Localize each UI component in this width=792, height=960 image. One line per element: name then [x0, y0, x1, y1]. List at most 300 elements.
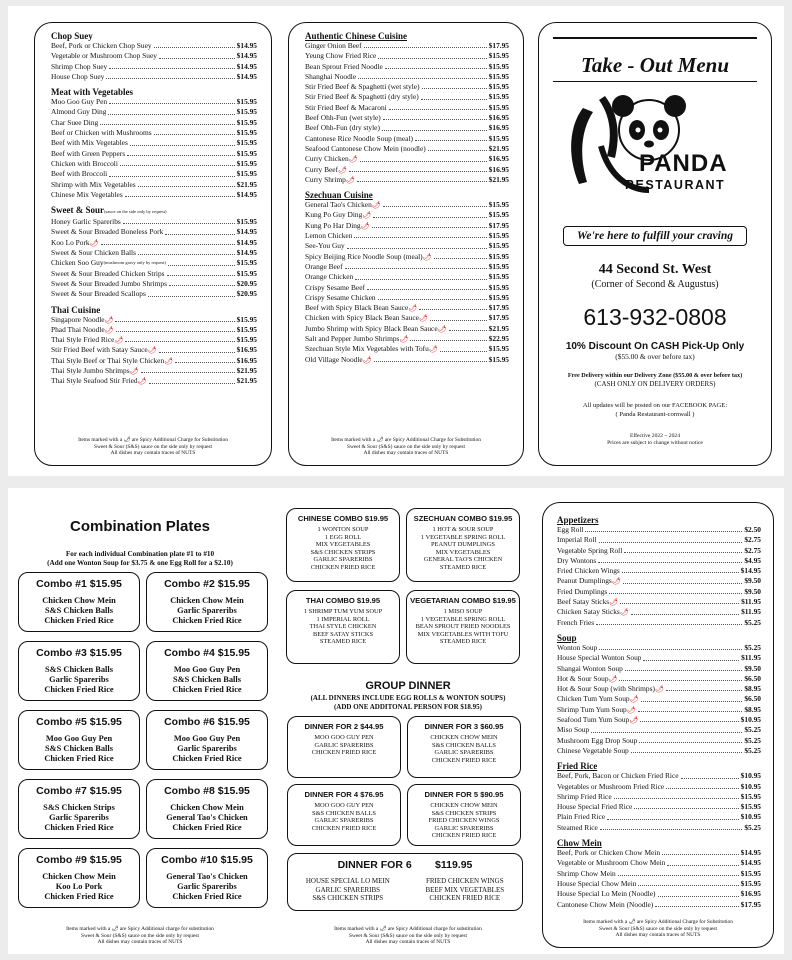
combo-box: [146, 572, 268, 632]
menu-item: [557, 705, 761, 715]
combo-label: Combo #7 $15.95: [36, 785, 122, 797]
menu-item-name: Koo Lo Pork: [51, 237, 90, 247]
menu-item-name: Sweet & Sour Breaded Jumbo Shrimps: [51, 278, 167, 288]
leader-dots: [598, 556, 742, 563]
menu-item: [51, 159, 257, 169]
leader-dots: [623, 576, 743, 583]
set-combo-box: [406, 508, 520, 582]
menu-item-name: Char Suee Ding: [51, 117, 99, 127]
menu-item: [557, 771, 761, 781]
leader-dots: [662, 848, 739, 855]
menu-item: [557, 736, 761, 746]
leader-dots: [599, 535, 743, 542]
leader-dots: [389, 103, 487, 110]
menu-item: [51, 107, 257, 117]
chili-icon: 🌶: [129, 367, 139, 376]
menu-item: [305, 344, 509, 354]
leader-dots: [614, 792, 739, 799]
menu-item-price: $22.95: [488, 334, 509, 344]
menu-item: [557, 823, 761, 833]
discount-headline: 10% Discount On CASH Pick-Up Only: [565, 341, 745, 352]
leader-dots: [109, 97, 235, 104]
leader-dots: [639, 736, 742, 743]
menu-item-name: Salt and Pepper Jumbo Shrimps: [305, 334, 400, 344]
section-title: Sweet & Sour(sauce on the side only by request): [51, 205, 167, 216]
menu-item-name: Beef Satay Sticks: [557, 597, 610, 607]
leader-dots: [620, 597, 739, 604]
leader-dots: [367, 283, 487, 290]
leader-dots: [440, 344, 487, 351]
leader-dots: [378, 293, 487, 300]
menu-item: [51, 269, 257, 279]
group-dinner-dish: S&S CHICKEN STRIPS: [431, 809, 497, 817]
leader-dots: [655, 900, 738, 907]
combo-box: [18, 572, 140, 632]
menu-item-price: $15.95: [236, 258, 257, 268]
effective-date: Effective 2022 ~ 2024: [630, 433, 680, 439]
cover-panel: [538, 22, 772, 466]
menu-item-name: Shanghai Noodle: [305, 71, 357, 81]
group-dinner-dish: GARLIC SPARERIBS: [314, 817, 374, 825]
menu-item-name: Peanut Dumplings: [557, 576, 612, 586]
menu-title: Take - Out Menu: [581, 52, 729, 77]
group-dinner-box: [287, 716, 401, 778]
leader-dots: [666, 782, 739, 789]
menu-item-price: $14.95: [236, 61, 257, 71]
group-note-line: (ADD ONE ADDITONAL PERSON FOR $18.95): [333, 702, 483, 711]
set-combo-dish: 1 EGG ROLL: [324, 533, 362, 541]
menu-item-price: $16.95: [488, 164, 509, 174]
group-dinner-dish: GARLIC SPARERIBS: [434, 749, 494, 757]
combo-dish: Moo Goo Guy Pen: [45, 734, 113, 743]
menu-item-name: Beef or Chicken with Mushrooms: [51, 128, 152, 138]
menu-item-price: $5.25: [744, 745, 761, 755]
menu-page-bottom: [8, 488, 784, 954]
combo-box: [146, 641, 268, 701]
leader-dots: [378, 51, 486, 58]
leader-dots: [149, 376, 235, 383]
dinner-for-6-col: [306, 877, 390, 903]
menu-item-price: $15.95: [488, 200, 509, 210]
menu-item-price: $16.95: [488, 113, 509, 123]
group-dinner-dish: CHICKEN CHOW MEIN: [430, 802, 498, 809]
menu-item: [51, 118, 257, 128]
menu-item: [51, 128, 257, 138]
menu-item-price: $15.95: [488, 71, 509, 81]
menu-item-price: $15.95: [488, 354, 509, 364]
section-title: Chow Mein: [557, 838, 602, 849]
set-combo-dish: BEAN SPROUT FRIED NOODLES: [415, 623, 511, 631]
set-combo-dish: STEAMED RICE: [439, 563, 487, 571]
leader-dots: [169, 279, 235, 286]
set-combo-dish: STEAMED RICE: [319, 638, 367, 646]
menu-item-name: Sweet & Sour Breaded Chicken Strips: [51, 268, 165, 278]
menu-item-price: $21.95: [488, 174, 509, 184]
menu-item-price: $11.95: [741, 597, 761, 607]
combo-box: [18, 710, 140, 770]
combo-dish: Chicken Chow Mein: [170, 803, 244, 812]
menu-item: [305, 165, 509, 175]
menu-item: [557, 858, 761, 868]
set-combo-dish: 1 MISO SOUP: [443, 608, 483, 615]
menu-item: [557, 869, 761, 879]
leader-dots: [667, 858, 738, 865]
menu-item: [557, 674, 761, 684]
menu-item-price: $2.75: [744, 545, 761, 555]
combo-dish: Chicken Fried Rice: [44, 892, 114, 901]
menu-item-price: $16.95: [740, 889, 761, 899]
menu-item-name: Crispy Sesame Beef: [305, 282, 365, 292]
menu-panel-middle: [288, 22, 524, 466]
combo-dish: General Tao's Chicken: [166, 872, 248, 881]
menu-item-price: $15.95: [740, 878, 761, 888]
menu-item-name: Vegetables or Mushroom Fried Rice: [557, 781, 665, 791]
set-combo-dish: MIX VEGETABLES: [435, 548, 491, 556]
dinner-for-6-dish: BEEF MIX VEGETABLES: [425, 885, 505, 894]
leader-dots: [619, 674, 742, 681]
group-dinner-dish: CHICKEN FRIED RICE: [431, 756, 497, 764]
combo-dish: Chicken Fried Rice: [44, 754, 114, 763]
leader-dots: [658, 889, 739, 896]
combo-label: Combo #10 $15.95: [161, 854, 253, 866]
leader-dots: [364, 41, 487, 48]
group-dinner-label: DINNER FOR 2 $44.95: [304, 722, 384, 731]
menu-item-price: $14.95: [740, 848, 761, 858]
menu-item: [557, 643, 761, 653]
set-combo-dish: PEANUT DUMPLINGS: [431, 541, 495, 549]
menu-item-price: $15.95: [236, 107, 257, 117]
leader-dots: [138, 248, 235, 255]
set-combo-dish: 1 HOT & SOUR SOUP: [432, 526, 494, 533]
footer-line: Sweet & Sour (S&S) sauce on the side only by request: [81, 932, 199, 939]
leader-dots: [109, 62, 234, 69]
menu-item: [51, 289, 257, 299]
combo-dish: S&S Chicken Balls: [45, 606, 113, 615]
slogan: We're here to fulfill your craving: [563, 226, 747, 246]
group-dinner-dish: S&S CHICKEN BALLS: [312, 809, 376, 817]
leader-dots: [585, 525, 742, 532]
menu-item-name: Fried Chicken Wings: [557, 566, 620, 576]
menu-item-name: Moo Goo Guy Pen: [51, 97, 108, 107]
menu-item: [557, 848, 761, 858]
menu-item: [305, 221, 509, 231]
group-dinner-label: DINNER FOR 5 $90.95: [424, 790, 504, 799]
combo-label: Combo #3 $15.95: [36, 647, 122, 659]
menu-item-price: $20.95: [236, 278, 257, 288]
discount-note: ($55.00 & over before tax): [615, 352, 695, 361]
leader-dots: [449, 324, 487, 331]
menu-item: [557, 664, 761, 674]
menu-item: [557, 597, 761, 607]
section-title: Szechuan Cuisine: [305, 190, 373, 201]
menu-item-price: $15.95: [236, 268, 257, 278]
set-combo-label: THAI COMBO $19.95: [305, 596, 381, 605]
menu-item-price: $15.95: [488, 51, 509, 61]
leader-dots: [120, 159, 235, 166]
dinner-for-6-col: [425, 877, 504, 903]
leader-dots: [609, 587, 742, 594]
menu-item-price: $5.25: [744, 642, 761, 652]
menu-item-price: $15.95: [236, 138, 257, 148]
footer-line: All dishes may contain traces of NUTS: [615, 932, 701, 939]
menu-item-name: Fried Dumplings: [557, 586, 608, 596]
chili-icon: 🌶: [348, 155, 358, 164]
menu-item: [557, 802, 761, 812]
set-combo-label: SZECHUAN COMBO $19.95: [413, 514, 513, 523]
menu-item-price: $15.95: [488, 82, 509, 92]
menu-item-name: Stir Fried Beef & Macaroni: [305, 102, 387, 112]
menu-item: [557, 725, 761, 735]
set-combo-label: CHINESE COMBO $19.95: [297, 514, 389, 523]
footer-line: Items marked with a 🌶 are Spicy Additional charge for substitution: [334, 926, 482, 933]
group-dinner-dish: MOO GOO GUY PEN: [314, 802, 374, 809]
chili-icon: 🌶: [345, 175, 355, 184]
chili-icon: 🌶: [362, 211, 372, 220]
leader-dots: [385, 62, 487, 69]
menu-item-price: $15.95: [488, 133, 509, 143]
menu-item-name: Beef with Green Peppers: [51, 148, 126, 158]
dinner-for-6-items: [288, 877, 522, 903]
menu-item-price: $2.50: [744, 525, 761, 534]
menu-item-price: $10.95: [740, 781, 761, 791]
menu-item-price: $9.50: [744, 663, 761, 673]
leader-dots: [349, 165, 487, 172]
leader-dots: [618, 869, 739, 876]
leader-dots: [108, 107, 234, 114]
menu-item-name: House Chop Suey: [51, 71, 105, 81]
prices-note: Prices are subject to change without notice: [607, 440, 703, 446]
group-dinner-dish: GARLIC SPARERIBS: [434, 824, 494, 832]
menu-item-name: Spicy Beijing Rice Noodle Soup (meal): [305, 251, 423, 261]
menu-item-name: Szechuan Style Mix Vegetables with Tofu: [305, 344, 429, 354]
leader-dots: [631, 607, 739, 614]
combination-note-line: For each individual Combination plate #1 to #10: [65, 550, 215, 558]
group-dinner-dish: MOO GOO GUY PEN: [314, 734, 374, 741]
menu-item-price: $17.95: [740, 899, 761, 909]
menu-item: [557, 812, 761, 822]
menu-item-price: $14.95: [236, 71, 257, 81]
address-corner: (Corner of Second & Augustus): [591, 279, 719, 290]
footer-line: All dishes may contain traces of NUTS: [365, 939, 451, 946]
panel-footer: [41, 437, 265, 457]
set-combo-dish: S&S CHICKEN STRIPS: [310, 548, 376, 556]
menu-item-price: $17.95: [488, 303, 509, 313]
combo-dish: Chicken Fried Rice: [44, 823, 114, 832]
menu-item-price: $15.95: [236, 335, 257, 345]
menu-item-price: $15.95: [740, 802, 761, 812]
menu-item-price: $15.95: [488, 344, 509, 354]
leader-dots: [159, 345, 235, 352]
menu-item-price: $21.95: [236, 376, 257, 386]
combo-label: Combo #9 $15.95: [36, 854, 122, 866]
menu-item-name: Dry Wontons: [557, 555, 597, 565]
menu-item-name: Kung Po Har Ding: [305, 220, 361, 230]
menu-item-price: $16.95: [488, 154, 509, 164]
menu-item: [557, 546, 761, 556]
set-combo-dish: GARLIC SPARERIBS: [313, 556, 373, 564]
leader-dots: [125, 335, 234, 342]
menu-item: [305, 154, 509, 164]
chili-icon: 🌶: [104, 325, 114, 334]
menu-item: [51, 238, 257, 248]
menu-item: [305, 355, 509, 365]
menu-item: [305, 82, 509, 92]
combo-dish: Chicken Fried Rice: [172, 754, 242, 763]
dinner-for-6-label: DINNER FOR 6 $119.95: [337, 859, 473, 871]
group-dinner-note: [286, 694, 530, 711]
menu-item: [305, 51, 509, 61]
combo-dish: Chicken Fried Rice: [172, 616, 242, 625]
leader-dots: [116, 325, 235, 332]
menu-item-name: Shrimp Chop Suey: [51, 61, 108, 71]
group-dinner-box: [407, 716, 521, 778]
combo-dish: Chicken Chow Mein: [42, 596, 116, 605]
leader-dots: [154, 41, 235, 48]
menu-item-price: $21.95: [488, 323, 509, 333]
combo-dish: Chicken Fried Rice: [172, 823, 242, 832]
leader-dots: [360, 154, 487, 161]
section-title: Thai Cuisine: [51, 304, 101, 315]
menu-item: [51, 325, 257, 335]
set-combo-dish: 1 VEGETABLE SPRING ROLL: [420, 615, 506, 623]
footer-line: All dishes may contain traces of NUTS: [363, 450, 449, 457]
menu-item: [305, 92, 509, 102]
menu-item-name: Steamed Rice: [557, 822, 598, 832]
menu-item-price: $15.95: [740, 868, 761, 878]
leader-dots: [631, 746, 743, 753]
menu-item-name: Orange Beef: [305, 261, 343, 271]
chili-icon: 🌶: [89, 238, 99, 247]
menu-item-name: Crispy Sesame Chicken: [305, 292, 376, 302]
menu-item: [51, 190, 257, 200]
group-footer: [286, 926, 530, 946]
combo-dish: Chicken Fried Rice: [44, 685, 114, 694]
chili-icon: 🌶: [408, 304, 418, 313]
menu-item: [305, 144, 509, 154]
menu-item-price: $8.95: [744, 704, 761, 714]
menu-item-price: $6.50: [744, 694, 761, 704]
leader-dots: [374, 355, 487, 362]
menu-item: [51, 51, 257, 61]
menu-item: [557, 900, 761, 910]
menu-item-price: $14.95: [740, 858, 761, 868]
menu-item: [51, 258, 257, 268]
menu-item-price: $15.95: [488, 241, 509, 251]
footer-line: Items marked with a 🌶 are Spicy Additional Charge for Substitution: [583, 919, 733, 926]
combo-dish: Garlic Spareribs: [177, 744, 237, 753]
menu-item-price: $10.95: [740, 771, 761, 781]
leader-dots: [347, 241, 487, 248]
dinner-for-6-dish: CHICKEN FRIED RICE: [429, 894, 501, 903]
set-combo-box: [286, 508, 400, 582]
menu-item-price: $5.25: [744, 617, 761, 627]
menu-item: [51, 335, 257, 345]
menu-item-price: $15.95: [488, 251, 509, 261]
menu-item-name: Hot & Sour Soup: [557, 673, 609, 683]
menu-item-name: Seafood Tum Yum Soup: [557, 715, 630, 725]
menu-item: [305, 283, 509, 293]
combination-plates-title: Combination Plates: [69, 518, 211, 535]
menu-item: [51, 217, 257, 227]
combination-note: [8, 550, 272, 568]
set-combo-dish: BEEF SATAY STICKS: [312, 630, 374, 638]
chili-icon: 🌶: [428, 345, 438, 354]
leader-dots: [345, 262, 487, 269]
group-dinner-dish: CHICKEN FRIED RICE: [311, 824, 377, 832]
menu-item-price: $16.95: [488, 123, 509, 133]
leader-dots: [428, 144, 487, 151]
menu-item-name: Wonton Soup: [557, 642, 598, 652]
leader-dots: [415, 134, 487, 141]
menu-item-name: Cantonese Rice Noodle Soup (meal): [305, 133, 413, 143]
menu-item: [51, 279, 257, 289]
set-combo-dish: 1 IMPERIAL ROLL: [316, 615, 370, 623]
menu-item: [305, 303, 509, 313]
section-title: Meat with Vegetables: [51, 87, 133, 98]
menu-item-name: Miso Soup: [557, 725, 590, 735]
menu-item-name: General Tao's Chicken: [305, 200, 372, 210]
menu-item-price: $15.95: [488, 92, 509, 102]
menu-item-price: $9.50: [744, 586, 761, 596]
leader-dots: [640, 715, 739, 722]
menu-item-price: $14.95: [236, 237, 257, 247]
combo-label: Combo #5 $15.95: [36, 716, 122, 728]
chili-icon: 🌶: [608, 674, 618, 683]
menu-item: [305, 123, 509, 133]
menu-item-name: Vegetable or Mushroom Chow Mein: [557, 858, 666, 868]
leader-dots: [106, 72, 234, 79]
group-dinner-dish: GARLIC SPARERIBS: [314, 741, 374, 749]
chili-icon: 🌶: [399, 335, 409, 344]
menu-item-name: Yeung Chow Fried Rice: [305, 51, 377, 61]
menu-item-name: Thai Style Beef or Thai Style Chicken: [51, 355, 165, 365]
leader-dots: [383, 200, 487, 207]
menu-item-name: Bean Sprout Fried Noodle: [305, 61, 383, 71]
combo-dish: Garlic Spareribs: [177, 882, 237, 891]
leader-dots: [410, 334, 486, 341]
chili-icon: 🌶: [609, 598, 619, 607]
menu-item: [305, 272, 509, 282]
combo-box: [18, 641, 140, 701]
menu-item-name: House Special Lo Mein (Noodle): [557, 889, 656, 899]
menu-item-name: House Special Wonton Soup: [557, 653, 642, 663]
group-dinner-dish: CHICKEN FRIED RICE: [311, 749, 377, 757]
leader-dots: [123, 217, 235, 224]
combo-box: [146, 710, 268, 770]
menu-item-price: $17.95: [488, 220, 509, 230]
menu-item-price: $14.95: [236, 41, 257, 50]
menu-item-name: Phad Thai Noodle: [51, 324, 105, 334]
menu-item: [557, 576, 761, 586]
leader-dots: [357, 175, 487, 182]
menu-item-price: $21.95: [236, 179, 257, 189]
footer-line: Sweet & Sour (S&S) sauce on the side only by request: [599, 925, 717, 932]
menu-item: [51, 149, 257, 159]
chili-icon: 🌶: [147, 346, 157, 355]
combo-box: [146, 848, 268, 908]
leader-dots: [634, 802, 738, 809]
panel-footer: [295, 437, 517, 457]
combo-dish: Garlic Spareribs: [49, 675, 109, 684]
menu-item: [557, 792, 761, 802]
combo-dish: General Tao's Chicken: [166, 813, 248, 822]
menu-item-name: Chicken Satay Sticks: [557, 607, 620, 617]
chili-icon: 🌶: [360, 221, 370, 230]
menu-item-price: $15.95: [236, 117, 257, 127]
menu-item-name: Stir Fried Beef & Spaghetti (dry style): [305, 92, 419, 102]
group-dinner-box: [287, 784, 401, 846]
menu-item: [51, 138, 257, 148]
